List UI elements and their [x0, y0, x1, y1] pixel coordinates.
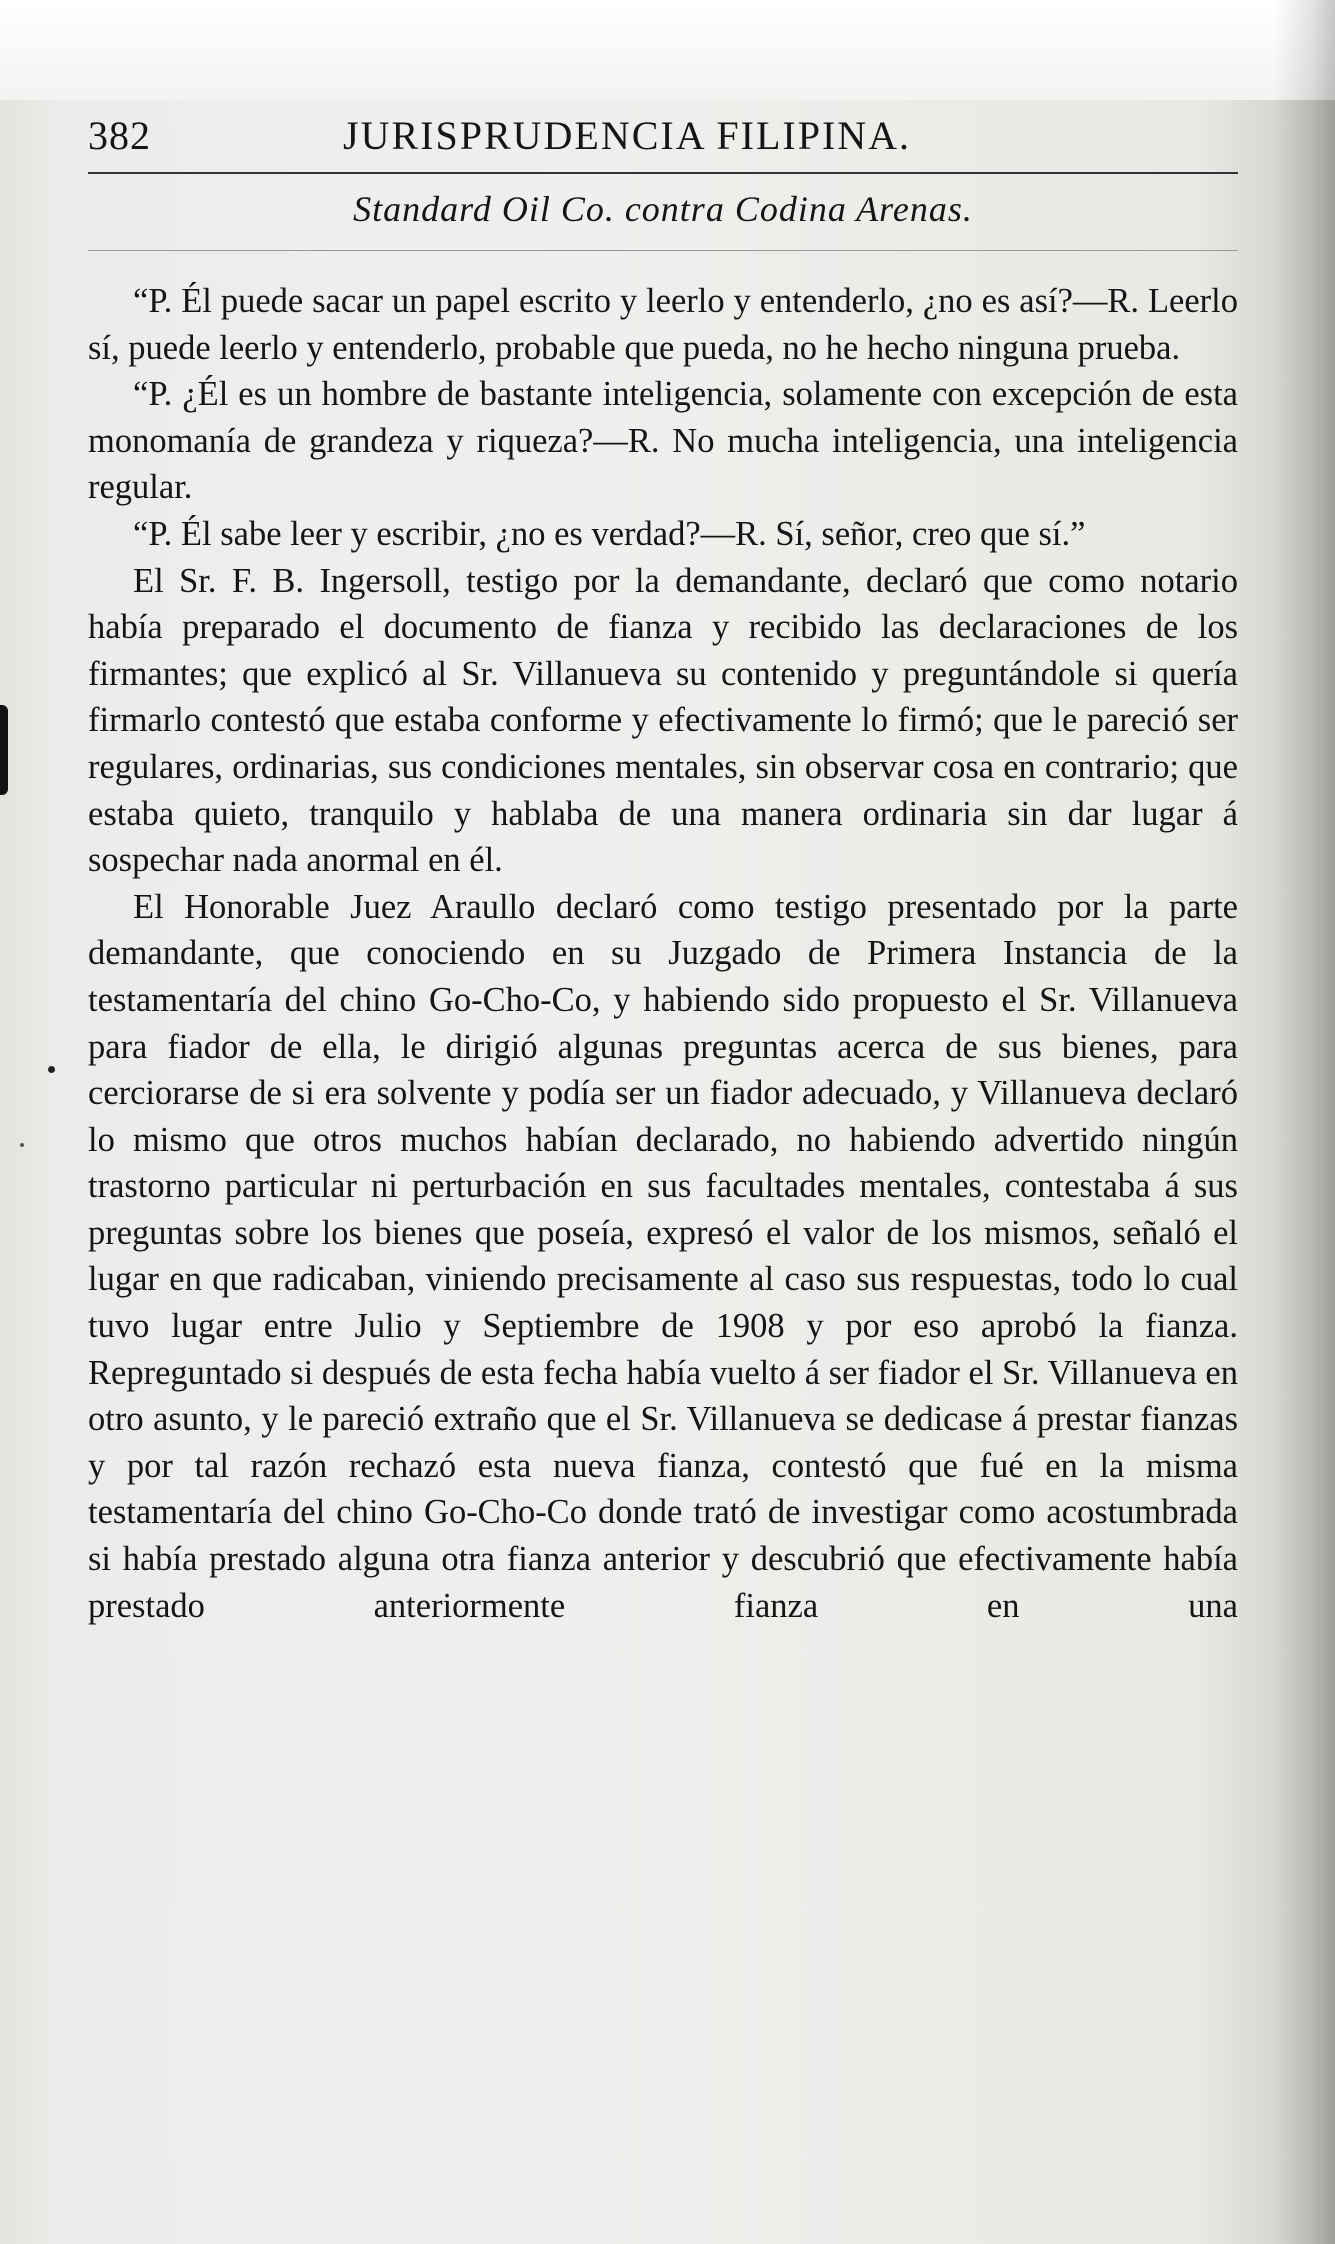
paragraph-araullo-testimony: El Honorable Juez Araullo declaró como testigo presentado por la parte demandante, que conociendo en su Juzgado de Primera Instancia de la testamentaría del chino Go-Cho-Co, y habiendo sido propuesto el Sr. Villanueva para fiador de ella, le dirigió algunas preguntas acerca de sus bienes, para cerciorarse de si era solvente y podía ser un fiador adecuado, y Villanueva declaró lo mismo que otros muchos habían declarado, no habiendo advertido ningún trastorno particular ni perturbación en sus facultades mentales, contestaba á sus preguntas sobre los bienes que poseía, expresó el valor de los mismos, señaló el lugar en que radicaban, viniendo precisamente al caso sus respuestas, todo lo cual tuvo lugar entre Julio y Septiembre de 1908 y por eso aprobó la fianza. Repreguntado si después de esta fecha había vuelto á ser fiador el Sr. Villanueva en otro asunto, y le pareció extraño que el Sr. Villanueva se dedicase á prestar fianzas y por tal razón rechazó esta nueva fianza, contestó que fué en la misma testamentaría del chino Go-Cho-Co donde trató de investigar como acostumbrada si había prestado alguna otra fianza anterior y descubrió que efectivamente había prestado anteriormente fianza en una	[88, 887, 1238, 1625]
case-title: Standard Oil Co. contra Codina Arenas.	[353, 189, 973, 229]
scan-top-margin	[0, 0, 1335, 105]
running-title: JURISPRUDENCIA FILIPINA.	[343, 113, 912, 158]
paragraph-question-2: “P. ¿Él es un hombre de bastante inteligencia, solamente con excepción de esta monomanía de grandeza y riqueza?—R. No mucha inteligencia, una inteligencia regular.	[88, 375, 1238, 507]
ink-speck	[48, 1066, 55, 1073]
header-rule	[88, 172, 1238, 174]
binding-mark	[0, 705, 8, 795]
paragraph-ingersoll-testimony: El Sr. F. B. Ingersoll, testigo por la demandante, declaró que como notario había preparado el documento de fianza y recibido las declaraciones de los firmantes; que explicó al Sr. Villanueva su contenido y preguntándole si quería firmarlo contestó que estaba conforme y efectivamente lo firmó; que le pareció ser regulares, ordinarias, sus condiciones mentales, sin observar cosa en contrario; que estaba quieto, tranquilo y hablaba de una manera ordinaria sin dar lugar á sospechar nada anormal en él.	[88, 561, 1238, 880]
page-number: 382	[88, 113, 151, 158]
paragraph-question-1: “P. Él puede sacar un papel escrito y leerlo y entenderlo, ¿no es así?—R. Leerlo sí, puede leerlo y entenderlo, probable que pueda, no he hecho ninguna prueba.	[88, 282, 1238, 367]
page-header	[88, 112, 1238, 162]
case-title-rule	[88, 250, 1238, 251]
body-text	[88, 278, 1238, 1629]
paragraph-question-3: “P. Él sabe leer y escribir, ¿no es verdad?—R. Sí, señor, creo que sí.”	[133, 514, 1086, 553]
page-edge-shadow	[1275, 0, 1335, 2244]
ink-speck	[20, 1143, 24, 1147]
